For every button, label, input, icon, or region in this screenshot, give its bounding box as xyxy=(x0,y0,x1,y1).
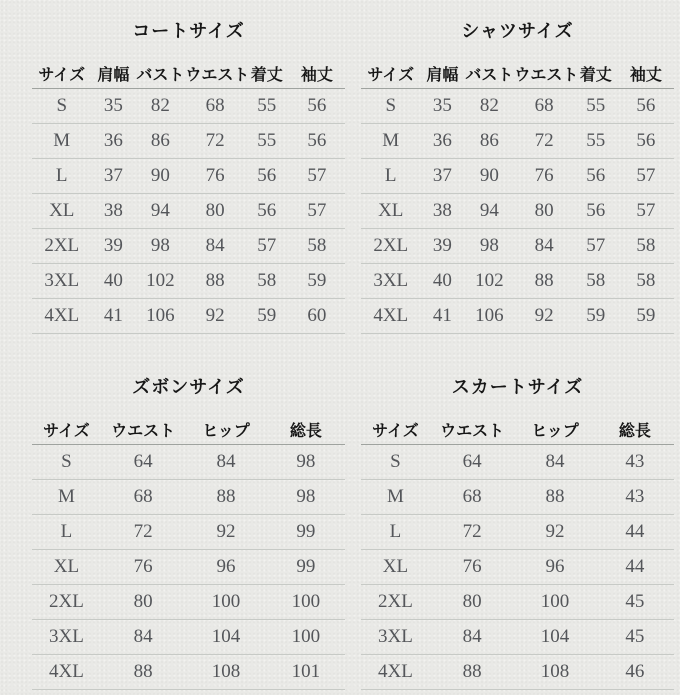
measurement-cell: 72 xyxy=(430,515,515,550)
size-label-cell: M xyxy=(361,124,420,159)
column-header: 肩幅 xyxy=(91,58,135,89)
measurement-cell: 55 xyxy=(574,89,618,124)
measurement-cell: 56 xyxy=(618,89,674,124)
measurement-cell: 88 xyxy=(514,480,595,515)
table-row xyxy=(361,264,674,299)
size-label-cell: L xyxy=(32,515,101,550)
measurement-cell: 98 xyxy=(267,480,345,515)
size-label-cell: S xyxy=(32,445,101,480)
measurement-cell: 43 xyxy=(596,445,674,480)
size-label-cell: 2XL xyxy=(361,585,430,620)
measurement-cell: 59 xyxy=(289,264,345,299)
table-row xyxy=(32,89,345,124)
measurement-cell: 64 xyxy=(430,445,515,480)
measurement-cell: 56 xyxy=(245,159,289,194)
measurement-cell: 102 xyxy=(135,264,185,299)
table-row xyxy=(361,480,674,515)
measurement-cell: 99 xyxy=(267,515,345,550)
measurement-cell: 55 xyxy=(245,124,289,159)
top-row xyxy=(32,20,674,334)
measurement-cell: 80 xyxy=(185,194,244,229)
table-row xyxy=(32,515,345,550)
column-header: 肩幅 xyxy=(420,58,464,89)
column-header: ウエスト xyxy=(185,58,244,89)
measurement-cell: 98 xyxy=(464,229,514,264)
shirt-size-title: シャツサイズ xyxy=(461,21,574,41)
measurement-cell: 72 xyxy=(514,124,573,159)
measurement-cell: 88 xyxy=(101,655,186,690)
measurement-cell: 102 xyxy=(464,264,514,299)
skirt-size-table xyxy=(361,414,674,690)
pants-size-title: ズボンサイズ xyxy=(132,377,245,397)
table-row xyxy=(32,229,345,264)
measurement-cell: 84 xyxy=(514,229,573,264)
column-header: ウエスト xyxy=(101,414,186,445)
size-label-cell: XL xyxy=(361,194,420,229)
table-row xyxy=(32,159,345,194)
header-row xyxy=(32,414,345,445)
measurement-cell: 94 xyxy=(135,194,185,229)
table-row xyxy=(361,124,674,159)
measurement-cell: 92 xyxy=(185,515,266,550)
measurement-cell: 58 xyxy=(574,264,618,299)
column-header: バスト xyxy=(135,58,185,89)
column-header: サイズ xyxy=(32,58,91,89)
measurement-cell: 94 xyxy=(464,194,514,229)
size-label-cell: 3XL xyxy=(361,620,430,655)
table-row xyxy=(32,445,345,480)
size-label-cell: 2XL xyxy=(32,585,101,620)
measurement-cell: 40 xyxy=(420,264,464,299)
measurement-cell: 101 xyxy=(267,655,345,690)
column-header: 総長 xyxy=(596,414,674,445)
column-header: 総長 xyxy=(267,414,345,445)
measurement-cell: 84 xyxy=(185,229,244,264)
measurement-cell: 88 xyxy=(185,480,266,515)
table-row xyxy=(32,550,345,585)
measurement-cell: 36 xyxy=(91,124,135,159)
table-row xyxy=(361,445,674,480)
table-row xyxy=(361,89,674,124)
measurement-cell: 45 xyxy=(596,585,674,620)
measurement-cell: 86 xyxy=(135,124,185,159)
measurement-cell: 82 xyxy=(135,89,185,124)
column-header: バスト xyxy=(464,58,514,89)
table-row xyxy=(32,620,345,655)
table-row xyxy=(361,515,674,550)
measurement-cell: 72 xyxy=(185,124,244,159)
measurement-cell: 68 xyxy=(430,480,515,515)
size-label-cell: 4XL xyxy=(361,655,430,690)
measurement-cell: 108 xyxy=(514,655,595,690)
column-header: 着丈 xyxy=(574,58,618,89)
measurement-cell: 68 xyxy=(185,89,244,124)
measurement-cell: 56 xyxy=(245,194,289,229)
measurement-cell: 59 xyxy=(618,299,674,334)
size-label-cell: 3XL xyxy=(32,620,101,655)
measurement-cell: 44 xyxy=(596,550,674,585)
measurement-cell: 92 xyxy=(185,299,244,334)
size-label-cell: 4XL xyxy=(32,655,101,690)
pants-size-section xyxy=(32,376,345,690)
measurement-cell: 88 xyxy=(514,264,573,299)
measurement-cell: 41 xyxy=(420,299,464,334)
measurement-cell: 40 xyxy=(91,264,135,299)
table-row xyxy=(32,585,345,620)
measurement-cell: 80 xyxy=(514,194,573,229)
size-label-cell: 2XL xyxy=(361,229,420,264)
measurement-cell: 39 xyxy=(91,229,135,264)
pants-size-table xyxy=(32,414,345,690)
size-label-cell: XL xyxy=(32,550,101,585)
skirt-size-section xyxy=(361,376,674,690)
measurement-cell: 100 xyxy=(267,585,345,620)
measurement-cell: 56 xyxy=(289,124,345,159)
measurement-cell: 57 xyxy=(618,159,674,194)
size-label-cell: 4XL xyxy=(32,299,91,334)
measurement-cell: 104 xyxy=(185,620,266,655)
table-row xyxy=(32,194,345,229)
measurement-cell: 55 xyxy=(574,124,618,159)
measurement-cell: 98 xyxy=(135,229,185,264)
measurement-cell: 68 xyxy=(514,89,573,124)
table-row xyxy=(361,550,674,585)
bottom-row xyxy=(32,376,674,690)
size-label-cell: L xyxy=(361,515,430,550)
measurement-cell: 37 xyxy=(420,159,464,194)
measurement-cell: 84 xyxy=(185,445,266,480)
column-header: ヒップ xyxy=(514,414,595,445)
table-row xyxy=(32,264,345,299)
size-label-cell: XL xyxy=(361,550,430,585)
measurement-cell: 108 xyxy=(185,655,266,690)
measurement-cell: 90 xyxy=(135,159,185,194)
measurement-cell: 57 xyxy=(245,229,289,264)
column-header: 袖丈 xyxy=(289,58,345,89)
measurement-cell: 60 xyxy=(289,299,345,334)
coat-size-table xyxy=(32,58,345,334)
measurement-cell: 104 xyxy=(514,620,595,655)
table-row xyxy=(361,299,674,334)
measurement-cell: 57 xyxy=(574,229,618,264)
size-label-cell: 3XL xyxy=(361,264,420,299)
measurement-cell: 57 xyxy=(289,159,345,194)
measurement-cell: 84 xyxy=(514,445,595,480)
table-row xyxy=(361,159,674,194)
measurement-cell: 76 xyxy=(101,550,186,585)
measurement-cell: 56 xyxy=(574,159,618,194)
measurement-cell: 45 xyxy=(596,620,674,655)
measurement-cell: 100 xyxy=(185,585,266,620)
measurement-cell: 88 xyxy=(185,264,244,299)
measurement-cell: 86 xyxy=(464,124,514,159)
measurement-cell: 56 xyxy=(618,124,674,159)
table-row xyxy=(32,655,345,690)
measurement-cell: 99 xyxy=(267,550,345,585)
measurement-cell: 106 xyxy=(464,299,514,334)
measurement-cell: 76 xyxy=(514,159,573,194)
coat-size-title: コートサイズ xyxy=(132,21,245,41)
size-label-cell: XL xyxy=(32,194,91,229)
size-label-cell: 3XL xyxy=(32,264,91,299)
measurement-cell: 106 xyxy=(135,299,185,334)
measurement-cell: 43 xyxy=(596,480,674,515)
measurement-cell: 35 xyxy=(420,89,464,124)
measurement-cell: 80 xyxy=(430,585,515,620)
column-header: 着丈 xyxy=(245,58,289,89)
column-header: ウエスト xyxy=(430,414,515,445)
column-header: サイズ xyxy=(361,414,430,445)
measurement-cell: 58 xyxy=(618,264,674,299)
table-row xyxy=(361,229,674,264)
shirt-size-table xyxy=(361,58,674,334)
measurement-cell: 58 xyxy=(289,229,345,264)
coat-size-section xyxy=(32,20,345,334)
column-header: 袖丈 xyxy=(618,58,674,89)
size-label-cell: M xyxy=(32,480,101,515)
table-row xyxy=(361,194,674,229)
measurement-cell: 90 xyxy=(464,159,514,194)
column-header: サイズ xyxy=(361,58,420,89)
size-label-cell: S xyxy=(361,445,430,480)
measurement-cell: 80 xyxy=(101,585,186,620)
measurement-cell: 56 xyxy=(289,89,345,124)
size-label-cell: 4XL xyxy=(361,299,420,334)
measurement-cell: 92 xyxy=(514,299,573,334)
measurement-cell: 64 xyxy=(101,445,186,480)
measurement-cell: 44 xyxy=(596,515,674,550)
measurement-cell: 88 xyxy=(430,655,515,690)
measurement-cell: 100 xyxy=(514,585,595,620)
measurement-cell: 39 xyxy=(420,229,464,264)
measurement-cell: 84 xyxy=(101,620,186,655)
measurement-cell: 72 xyxy=(101,515,186,550)
table-row xyxy=(32,299,345,334)
size-label-cell: S xyxy=(32,89,91,124)
measurement-cell: 57 xyxy=(618,194,674,229)
measurement-cell: 38 xyxy=(91,194,135,229)
size-label-cell: M xyxy=(32,124,91,159)
measurement-cell: 35 xyxy=(91,89,135,124)
measurement-cell: 58 xyxy=(618,229,674,264)
measurement-cell: 58 xyxy=(245,264,289,299)
measurement-cell: 59 xyxy=(245,299,289,334)
table-row xyxy=(361,655,674,690)
measurement-cell: 96 xyxy=(514,550,595,585)
table-row xyxy=(361,585,674,620)
measurement-cell: 100 xyxy=(267,620,345,655)
measurement-cell: 38 xyxy=(420,194,464,229)
measurement-cell: 76 xyxy=(430,550,515,585)
size-label-cell: S xyxy=(361,89,420,124)
measurement-cell: 41 xyxy=(91,299,135,334)
header-row xyxy=(361,58,674,89)
measurement-cell: 55 xyxy=(245,89,289,124)
measurement-cell: 36 xyxy=(420,124,464,159)
measurement-cell: 37 xyxy=(91,159,135,194)
size-label-cell: L xyxy=(361,159,420,194)
table-row xyxy=(361,620,674,655)
table-row xyxy=(32,124,345,159)
measurement-cell: 56 xyxy=(574,194,618,229)
size-label-cell: L xyxy=(32,159,91,194)
header-row xyxy=(32,58,345,89)
skirt-size-title: スカートサイズ xyxy=(451,377,584,397)
column-header: ヒップ xyxy=(185,414,266,445)
table-row xyxy=(32,480,345,515)
measurement-cell: 84 xyxy=(430,620,515,655)
measurement-cell: 76 xyxy=(185,159,244,194)
header-row xyxy=(361,414,674,445)
measurement-cell: 68 xyxy=(101,480,186,515)
measurement-cell: 96 xyxy=(185,550,266,585)
column-header: ウエスト xyxy=(514,58,573,89)
column-header: サイズ xyxy=(32,414,101,445)
measurement-cell: 82 xyxy=(464,89,514,124)
measurement-cell: 57 xyxy=(289,194,345,229)
measurement-cell: 98 xyxy=(267,445,345,480)
size-label-cell: M xyxy=(361,480,430,515)
measurement-cell: 59 xyxy=(574,299,618,334)
measurement-cell: 92 xyxy=(514,515,595,550)
measurement-cell: 46 xyxy=(596,655,674,690)
shirt-size-section xyxy=(361,20,674,334)
size-label-cell: 2XL xyxy=(32,229,91,264)
